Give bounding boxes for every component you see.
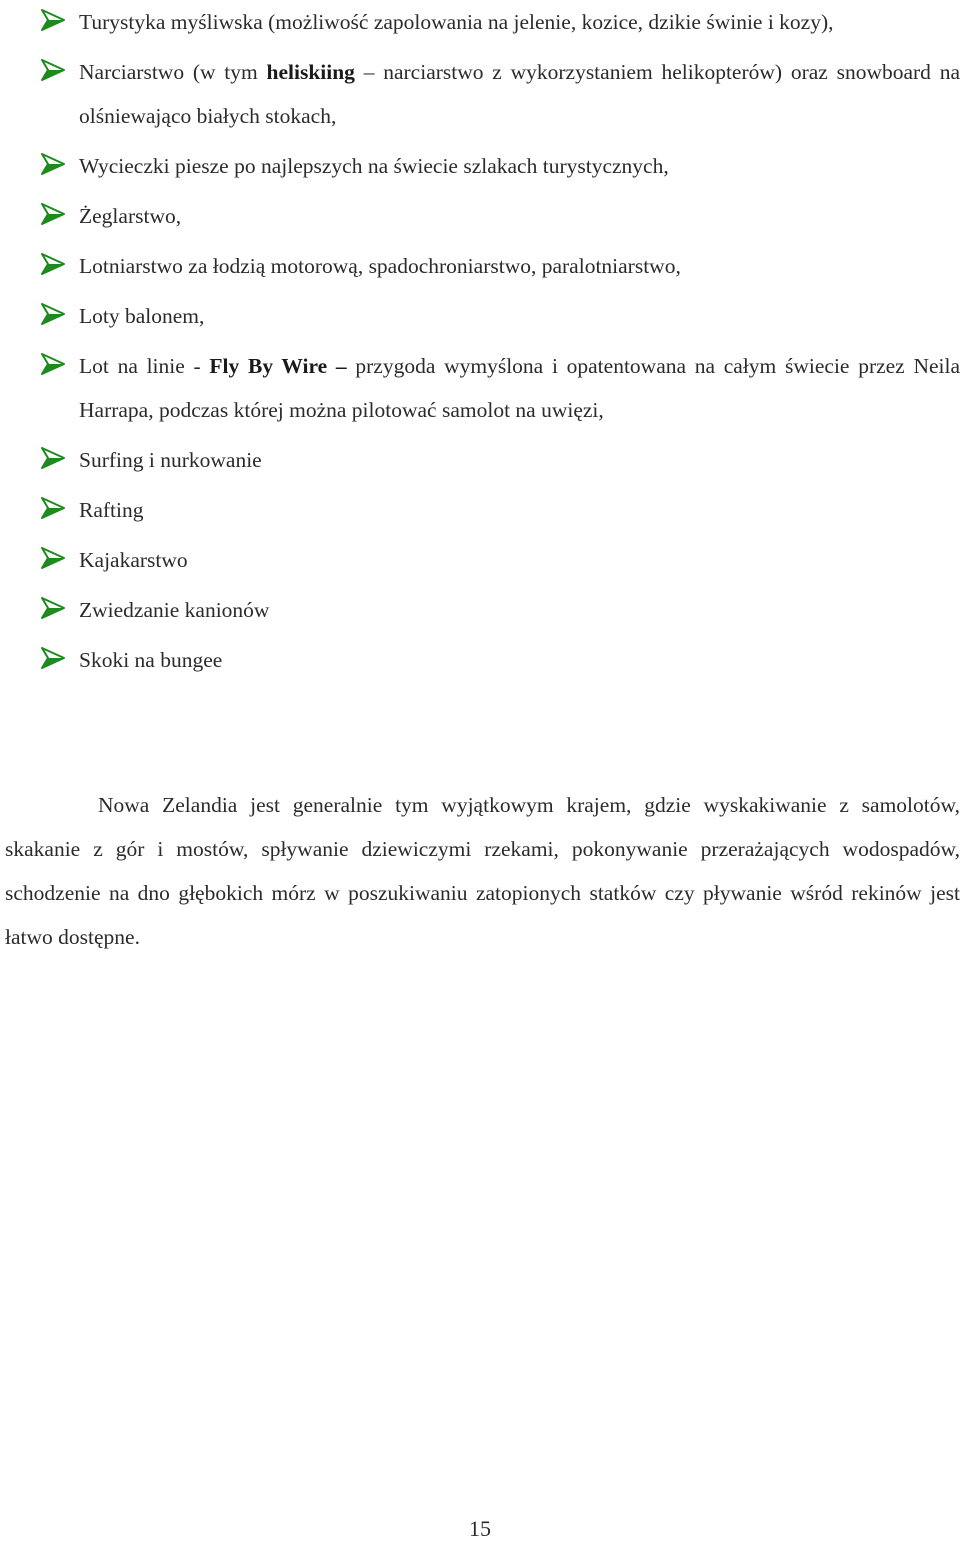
- list-item: [0, 638, 960, 682]
- list-item: [0, 0, 960, 44]
- arrowhead-bullet-icon: [40, 352, 66, 376]
- list-item-text: Rafting: [79, 498, 144, 522]
- list-item-text: Loty balonem,: [79, 304, 205, 328]
- list-item-bold-term: heliskiing: [266, 60, 355, 84]
- list-item: [0, 488, 960, 532]
- list-item: [0, 538, 960, 582]
- activity-list: [0, 0, 960, 682]
- arrowhead-bullet-icon: [40, 202, 66, 226]
- list-item: [0, 294, 960, 338]
- list-item-bold-term: Fly By Wire –: [209, 354, 347, 378]
- list-item: [0, 244, 960, 288]
- arrowhead-bullet-icon: [40, 58, 66, 82]
- arrowhead-bullet-icon: [40, 152, 66, 176]
- list-item-text: Lot na linie -: [79, 354, 210, 378]
- list-item-text: Surfing i nurkowanie: [79, 448, 262, 472]
- list-item: [0, 194, 960, 238]
- body-paragraph: [5, 783, 960, 959]
- arrowhead-bullet-icon: [40, 252, 66, 276]
- list-item: [0, 144, 960, 188]
- arrowhead-bullet-icon: [40, 302, 66, 326]
- list-item-text: Zwiedzanie kanionów: [79, 598, 270, 622]
- arrowhead-bullet-icon: [40, 8, 66, 32]
- arrowhead-bullet-icon: [40, 446, 66, 470]
- list-item-text: Wycieczki piesze po najlepszych na świecie szlakach turystycznych,: [79, 154, 669, 178]
- list-item-text: Turystyka myśliwska (możliwość zapolowania na jelenie, kozice, dzikie świnie i kozy),: [79, 10, 834, 34]
- list-item-text: Kajakarstwo: [79, 548, 188, 572]
- arrowhead-bullet-icon: [40, 596, 66, 620]
- page-number: 15: [469, 1516, 491, 1541]
- list-item-text: Narciarstwo (w tym: [79, 60, 267, 84]
- list-item-text: Żeglarstwo,: [79, 204, 182, 228]
- list-item-text: – narciarstwo z wykorzystaniem helikopterów) oraz snowboard na olśniewająco białych stokach,: [79, 60, 960, 128]
- paragraph-text: Nowa Zelandia jest generalnie tym wyjątkowym krajem, gdzie wyskakiwanie z samolotów, skakanie z gór i mostów, spływanie dziewiczymi rzekami, pokonywanie przerażających wodospadów, schodzenie na dno głębokich mórz w poszukiwaniu zatopionych statków czy pływanie wśród rekinów jest łatwo dostępne.: [5, 793, 960, 949]
- list-item: [0, 344, 960, 432]
- arrowhead-bullet-icon: [40, 646, 66, 670]
- arrowhead-bullet-icon: [40, 496, 66, 520]
- list-item-text: przygoda wymyślona i opatentowana na całym świecie przez Neila Harrapa, podczas której można pilotować samolot na uwięzi,: [79, 354, 960, 422]
- list-item: [0, 588, 960, 632]
- arrowhead-bullet-icon: [40, 546, 66, 570]
- list-item: [0, 438, 960, 482]
- list-item-text: Lotniarstwo za łodzią motorową, spadochroniarstwo, paralotniarstwo,: [79, 254, 681, 278]
- list-item: [0, 50, 960, 138]
- list-item-text: Skoki na bungee: [79, 648, 223, 672]
